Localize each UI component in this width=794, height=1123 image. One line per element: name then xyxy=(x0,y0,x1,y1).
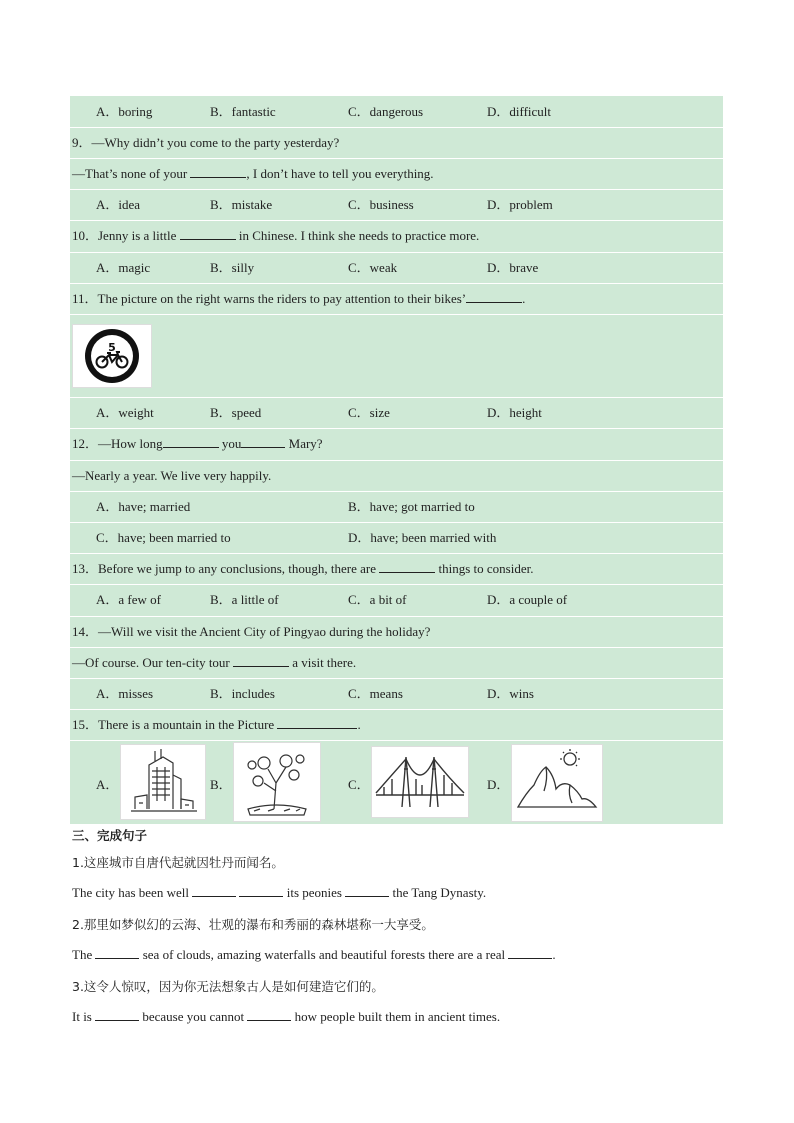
q15-option-b[interactable]: B． xyxy=(210,777,232,792)
q12-options-row2 xyxy=(70,523,723,553)
q8-options xyxy=(70,97,723,127)
q15-picture-a-building xyxy=(120,744,206,820)
sentence-1-english: The city has been well its peonies the Tang Dynasty. xyxy=(72,885,487,900)
mountain-icon xyxy=(512,745,602,821)
q12-option-c[interactable]: C．have; been married to xyxy=(96,530,231,545)
q14-option-c[interactable]: C．means xyxy=(348,686,403,701)
q8-option-a[interactable]: A．boring xyxy=(96,104,153,119)
sentence-2-chinese: 2.那里如梦似幻的云海、壮观的瀑布和秀丽的森林堪称一大享受。 xyxy=(72,917,434,932)
q8-option-b[interactable]: B．fantastic xyxy=(210,104,276,119)
q15-option-a[interactable]: A． xyxy=(96,777,119,792)
sentence-2-english: The sea of clouds, amazing waterfalls and beautiful forests there are a real . xyxy=(72,947,556,962)
q11-option-a[interactable]: A．weight xyxy=(96,405,154,420)
q15-option-d[interactable]: D． xyxy=(487,777,510,792)
q10-option-d[interactable]: D．brave xyxy=(487,260,539,275)
answer-blank[interactable] xyxy=(345,884,389,897)
q9-option-c[interactable]: C．business xyxy=(348,197,414,212)
q14-option-d[interactable]: D．wins xyxy=(487,686,534,701)
q14-stem: 14．—Will we visit the Ancient City of Pingyao during the holiday? xyxy=(72,624,431,639)
q14-option-b[interactable]: B．includes xyxy=(210,686,275,701)
q10-option-b[interactable]: B．silly xyxy=(210,260,255,275)
q14-line2: —Of course. Our ten-city tour a visit there. xyxy=(72,655,357,670)
q8-option-c[interactable]: C．dangerous xyxy=(348,104,424,119)
q8-option-d[interactable]: D．difficult xyxy=(487,104,552,119)
q15-picture-c-bridge xyxy=(371,746,469,818)
answer-blank[interactable] xyxy=(247,1008,291,1021)
q10-option-a[interactable]: A．magic xyxy=(96,260,151,275)
speed-limit-sign-picture xyxy=(72,324,152,388)
q13-option-d[interactable]: D．a couple of xyxy=(487,592,568,607)
q14-option-a[interactable]: A．misses xyxy=(96,686,154,701)
q10-options xyxy=(70,253,723,283)
section-title: 三、完成句子 xyxy=(72,828,148,843)
q15-picture-d-mountain xyxy=(511,744,603,822)
sentence-3-english: It is because you cannot how people built them in ancient times. xyxy=(72,1009,501,1024)
answer-blank[interactable] xyxy=(180,227,236,240)
row-divider xyxy=(70,740,723,741)
q13-stem: 13．Before we jump to any conclusions, though, there are things to consider. xyxy=(72,561,534,576)
answer-blank[interactable] xyxy=(95,946,139,959)
bridge-icon xyxy=(372,747,468,817)
answer-blank[interactable] xyxy=(466,290,522,303)
q13-option-a[interactable]: A．a few of xyxy=(96,592,161,607)
row-divider xyxy=(70,314,723,315)
q11-options xyxy=(70,398,723,428)
q11-stem: 11．The picture on the right warns the riders to pay attention to their bikes’ . xyxy=(72,291,526,306)
q9-option-d[interactable]: D．problem xyxy=(487,197,553,212)
q10-stem: 10．Jenny is a little in Chinese. I think she needs to practice more. xyxy=(72,228,480,243)
answer-blank[interactable] xyxy=(239,884,283,897)
answer-blank[interactable] xyxy=(95,1008,139,1021)
q15-picture-b-tree xyxy=(233,742,321,822)
q12-option-a[interactable]: A．have; married xyxy=(96,499,191,514)
speed-limit-number: 5 xyxy=(108,341,116,354)
flower-tree-icon xyxy=(234,743,320,821)
building-icon xyxy=(121,745,205,819)
answer-blank[interactable] xyxy=(379,560,435,573)
q11-option-d[interactable]: D．height xyxy=(487,405,542,420)
answer-blank[interactable] xyxy=(277,716,357,729)
q12-stem: 12．—How long you Mary? xyxy=(72,436,323,451)
q9-stem: 9．—Why didn’t you come to the party yesterday? xyxy=(72,135,340,150)
answer-blank[interactable] xyxy=(241,435,285,448)
speed-limit-bicycle-icon xyxy=(73,325,151,387)
answer-blank[interactable] xyxy=(192,884,236,897)
q13-options xyxy=(70,585,723,615)
q12-options-row1 xyxy=(70,492,723,522)
q10-option-c[interactable]: C．weak xyxy=(348,260,398,275)
answer-blank[interactable] xyxy=(233,654,289,667)
sentence-3-chinese: 3.这令人惊叹，因为你无法想象古人是如何建造它们的。 xyxy=(72,979,384,994)
answer-blank[interactable] xyxy=(163,435,219,448)
q12-option-b[interactable]: B．have; got married to xyxy=(348,499,475,514)
q12-line2: —Nearly a year. We live very happily. xyxy=(72,468,272,483)
q15-stem: 15．There is a mountain in the Picture . xyxy=(72,717,361,732)
q9-line2: —That’s none of your , I don’t have to tell you everything. xyxy=(72,166,434,181)
q11-option-b[interactable]: B．speed xyxy=(210,405,262,420)
q15-option-c[interactable]: C． xyxy=(348,777,370,792)
answer-blank[interactable] xyxy=(190,165,246,178)
q13-option-b[interactable]: B．a little of xyxy=(210,592,279,607)
q9-option-a[interactable]: A．idea xyxy=(96,197,141,212)
q9-option-b[interactable]: B．mistake xyxy=(210,197,273,212)
q9-options xyxy=(70,190,723,220)
q14-options xyxy=(70,679,723,709)
answer-blank[interactable] xyxy=(508,946,552,959)
sentence-1-chinese: 1.这座城市自唐代起就因牡丹而闻名。 xyxy=(72,855,284,870)
q11-option-c[interactable]: C．size xyxy=(348,405,390,420)
q12-option-d[interactable]: D．have; been married with xyxy=(348,530,497,545)
q13-option-c[interactable]: C．a bit of xyxy=(348,592,407,607)
